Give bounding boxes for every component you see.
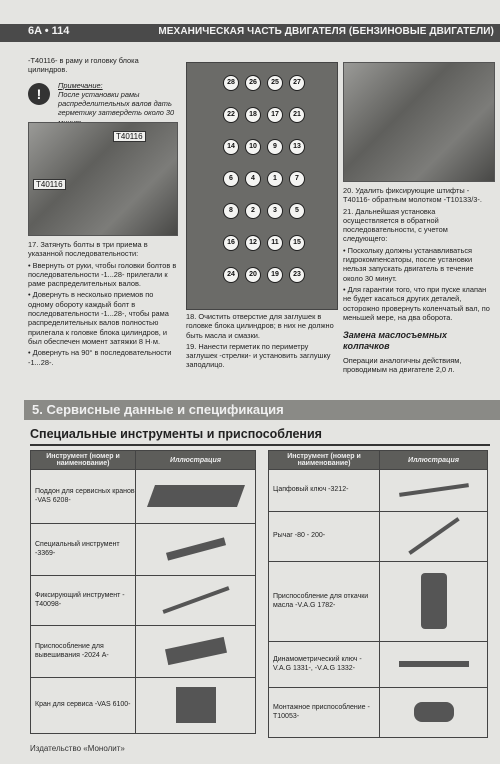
bolt-23: 23 (289, 267, 305, 283)
bolt-sequence-diagram (186, 62, 338, 310)
publisher-footer: Издательство «Монолит» (30, 744, 125, 753)
column-left (28, 56, 178, 131)
table-row (269, 642, 488, 688)
bolt-18: 18 (245, 107, 261, 123)
cylinder-head-photo (28, 122, 178, 236)
tool-illustration (380, 470, 488, 512)
bolt-21: 21 (289, 107, 305, 123)
tool-illustration (380, 642, 488, 688)
table-row (269, 470, 488, 512)
bolt-27: 27 (289, 75, 305, 91)
step17-item: • Ввернуть от руки, чтобы головки болтов в последовательности -1...28- прилегали к раме распределительных валов. (28, 260, 177, 289)
bolt-22: 22 (223, 107, 239, 123)
bolt-14: 14 (223, 139, 239, 155)
bolt-10: 10 (245, 139, 261, 155)
bolt-16: 16 (223, 235, 239, 251)
tool-illustration (136, 576, 256, 626)
photo-tag: T40116 (33, 179, 66, 190)
bolt-28: 28 (223, 75, 239, 91)
section-title: 5. Сервисные данные и спецификация (32, 402, 284, 417)
bolt-20: 20 (245, 267, 261, 283)
note-icon: ! (28, 83, 50, 105)
tools-table-left (30, 450, 256, 734)
table-row (31, 470, 256, 524)
col-header-illustration: Иллюстрация (136, 451, 256, 470)
bolt-8: 8 (223, 203, 239, 219)
bolt-19: 19 (267, 267, 283, 283)
table-row (31, 678, 256, 734)
step21: 21. Дальнейшая установка осуществляется в обратной последовательности, с учетом следующего: (343, 206, 448, 244)
tool-illustration (380, 688, 488, 738)
tool-name: Приспособление для вывешивания -2024 A- (31, 626, 136, 678)
table-row (31, 626, 256, 678)
tool-illustration (136, 470, 256, 524)
step18: 18. Очистить отверстие для заглушек в головке блока цилиндров; в них не должно быть масла и смазки. (186, 312, 334, 340)
bolt-9: 9 (267, 139, 283, 155)
tool-name: Поддон для сервисных кранов -VAS 6208- (31, 470, 136, 524)
tool-name: Фиксирующий инструмент -T40098- (31, 576, 136, 626)
step17-item: • Довернуть на 90° в последовательности -1...28-. (28, 348, 172, 367)
bolt-2: 2 (245, 203, 261, 219)
step19: 19. Нанести герметик по периметру заглушек -стрелки- и установить заглушку заподлицо. (186, 341, 331, 370)
bolt-1: 1 (267, 171, 283, 187)
engine-photo (343, 62, 495, 182)
tool-name: Монтажное приспособление -T10053- (269, 688, 380, 738)
tool-name: Специальный инструмент -3369- (31, 524, 136, 576)
tool-illustration (136, 626, 256, 678)
tool-name: Динамометрический ключ -V.A.G 1331-, -V.A.G 1332- (269, 642, 380, 688)
bolt-7: 7 (289, 171, 305, 187)
tool-illustration (380, 512, 488, 562)
step21-item: • Поскольку должны устанавливаться гидрокомпенсаторы, после установки нельзя запускать двигатель в течение около 30 минут. (343, 245, 474, 283)
step17-block (28, 240, 178, 369)
subsection-text: Операции аналогичны действиям, проводимым на двигателе 2,0 л. (343, 356, 462, 375)
page-number: 6A • 114 (28, 25, 70, 37)
subsection-heading: Замена маслосъемных колпачков (343, 330, 447, 352)
bolt-13: 13 (289, 139, 305, 155)
title-underline (30, 444, 490, 446)
intro-text: -T40116- в раму и головку блока цилиндров. (28, 56, 139, 75)
bolt-11: 11 (267, 235, 283, 251)
bolt-26: 26 (245, 75, 261, 91)
column-middle-text (186, 312, 336, 372)
bolt-17: 17 (267, 107, 283, 123)
tool-name: Приспособление для откачки масла -V.A.G 1782- (269, 562, 380, 642)
chapter-title: МЕХАНИЧЕСКАЯ ЧАСТЬ ДВИГАТЕЛЯ (БЕНЗИНОВЫЕ ДВИГАТЕЛИ) (158, 26, 494, 37)
tool-illustration (136, 678, 256, 734)
tool-illustration (380, 562, 488, 642)
tools-table-right (268, 450, 488, 738)
note-box (28, 81, 178, 127)
bolt-12: 12 (245, 235, 261, 251)
table-row (269, 512, 488, 562)
column-right (343, 186, 493, 377)
table-row (31, 524, 256, 576)
bolt-25: 25 (267, 75, 283, 91)
page-header (0, 24, 500, 42)
tables-title: Специальные инструменты и приспособления (30, 427, 322, 441)
bolt-4: 4 (245, 171, 261, 187)
bolt-6: 6 (223, 171, 239, 187)
tool-name: Кран для сервиса -VAS 6100- (31, 678, 136, 734)
table-row (31, 576, 256, 626)
col-header-tool: Инструмент (номер и наименование) (31, 451, 136, 470)
bolt-5: 5 (289, 203, 305, 219)
note-label: Примечание: (58, 80, 103, 90)
note-text: После установки рамы распределительных валов дать герметику затвердеть около 30 (58, 89, 175, 118)
tool-illustration (136, 524, 256, 576)
bolt-15: 15 (289, 235, 305, 251)
bolt-24: 24 (223, 267, 239, 283)
col-header-tool: Инструмент (номер и наименование) (269, 451, 380, 470)
tool-name: Рычаг -80 - 200- (269, 512, 380, 562)
step21-item: • Для гарантии того, что при пуске клапан не будет касаться других деталей, осторожно провернуть коленчатый вал, по меньшей мере, на два оборота. (343, 284, 490, 322)
bolt-3: 3 (267, 203, 283, 219)
table-row (269, 562, 488, 642)
tool-name: Цапфовый ключ -3212- (269, 470, 380, 512)
section-header (24, 400, 500, 420)
table-row (269, 688, 488, 738)
step20: 20. Удалить фиксирующие штифты -T40116- обратным молотком -T10133/3-. (343, 186, 482, 205)
photo-tag: T40116 (113, 131, 146, 142)
step17-title: 17. Затянуть болты в три приема в указанной последовательности: (28, 240, 148, 259)
step17-item: • Довернуть в несколько приемов по одному обороту каждый болт в последовательности -1...28-, чтобы рама распределительных валов полностью прилегала к головке блока цилиндров, и был обеспечен момент затяжки 8 Н·м. (28, 290, 169, 346)
col-header-illustration: Иллюстрация (380, 451, 488, 470)
